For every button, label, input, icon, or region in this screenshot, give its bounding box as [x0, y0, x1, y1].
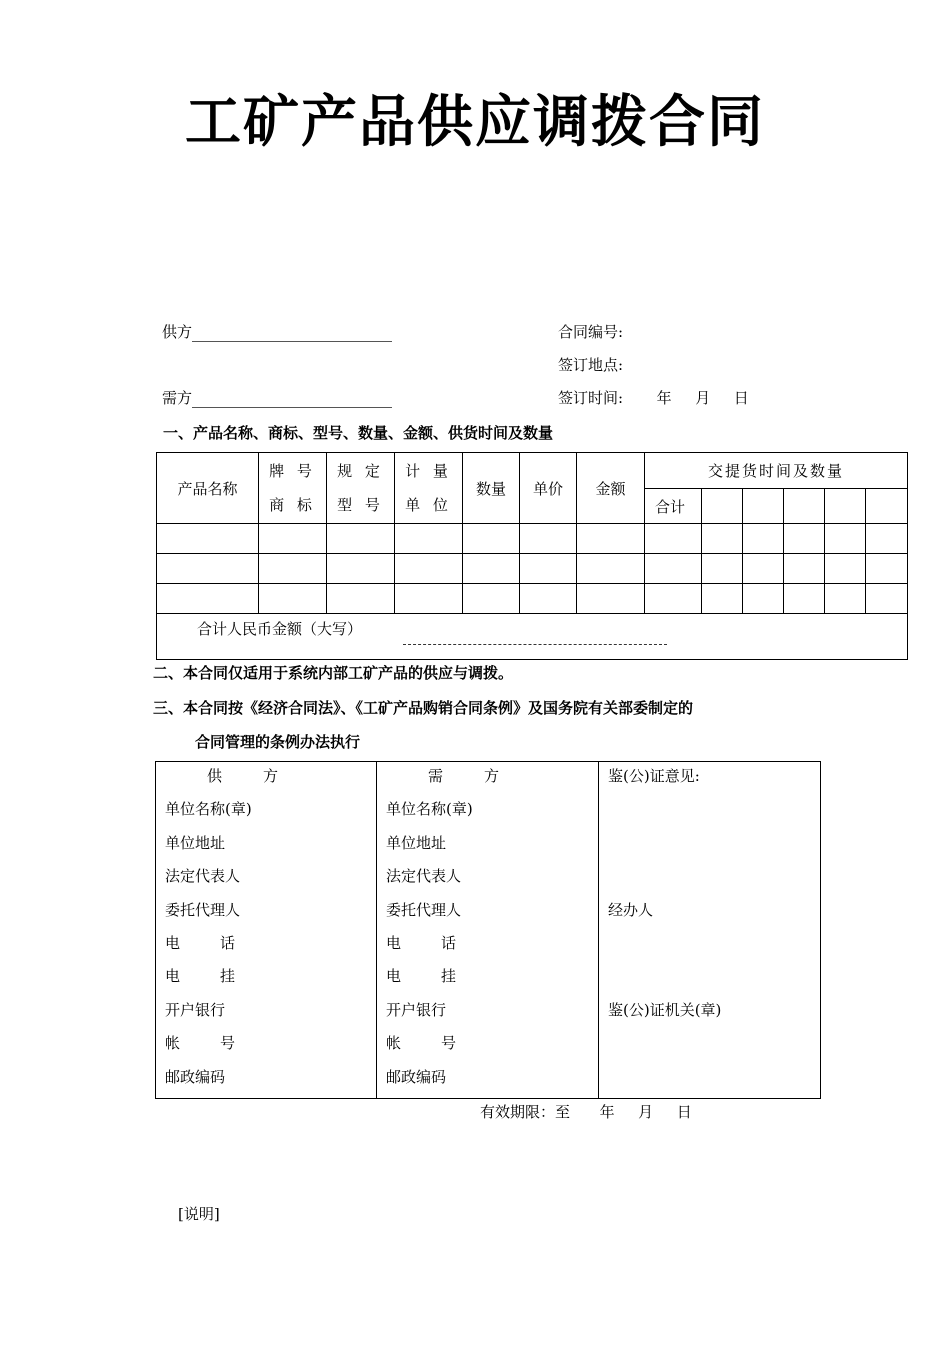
- col-delivery: 交提货时间及数量: [645, 453, 908, 489]
- buyer-telex: 电 挂: [386, 967, 457, 986]
- buyer-header: 需 方: [428, 767, 501, 785]
- note-label: [说明]: [178, 1205, 220, 1223]
- notary-authority: 鉴(公)证机关(章): [608, 1000, 722, 1019]
- total-rmb-label: 合计人民币金额（大写）: [197, 620, 363, 638]
- notary-opinion: 鉴(公)证意见:: [608, 767, 700, 785]
- buyer-address: 单位地址: [386, 833, 447, 852]
- sign-place-label: 签订地点:: [558, 356, 624, 374]
- supplier-postcode: 邮政编码: [165, 1067, 226, 1086]
- notary-column: [599, 762, 821, 1099]
- buyer-account: 帐 号: [386, 1034, 457, 1053]
- supplier-address: 单位地址: [165, 833, 226, 852]
- delivery-slot: [702, 489, 743, 524]
- supplier-blank: [192, 326, 392, 342]
- buyer-blank: [192, 392, 392, 408]
- supplier-unit-name: 单位名称(章): [165, 800, 252, 819]
- sign-time-month: 月: [695, 389, 711, 407]
- col-spec-bottom: 型 号: [337, 496, 384, 514]
- col-unit-bottom: 单 位: [405, 496, 452, 514]
- col-delivery-total: 合计: [645, 489, 702, 524]
- col-brand: [259, 453, 327, 524]
- supplier-header: 供 方: [207, 767, 280, 785]
- section-2-text: 二、本合同仅适用于系统内部工矿产品的供应与调拨。: [153, 664, 514, 682]
- total-rmb-row: [157, 614, 908, 660]
- col-unit-top: 计 量: [405, 462, 452, 480]
- page-title: 工矿产品供应调拨合同: [185, 90, 765, 155]
- supplier-account: 帐 号: [165, 1034, 236, 1053]
- buyer-field: [162, 388, 392, 408]
- validity-label: 有效期限：至: [480, 1103, 571, 1121]
- sign-time-day: 日: [733, 389, 749, 407]
- buyer-column: [377, 762, 599, 1099]
- supplier-bank: 开户银行: [165, 1000, 226, 1019]
- col-brand-top: 牌 号: [269, 462, 316, 480]
- supplier-phone: 电 话: [165, 933, 236, 952]
- product-table: [156, 452, 908, 660]
- sign-time-label: 签订时间:: [558, 389, 624, 407]
- supplier-telex: 电 挂: [165, 967, 236, 986]
- supplier-column: [156, 762, 377, 1099]
- buyer-bank: 开户银行: [386, 1000, 447, 1019]
- col-quantity: 数量: [463, 453, 520, 524]
- col-unit: [395, 453, 463, 524]
- table-row: [157, 524, 908, 554]
- col-brand-bottom: 商 标: [269, 496, 316, 514]
- section-3-line-1: 三、本合同按《经济合同法》、《工矿产品购销合同条例》及国务院有关部委制定的: [153, 699, 694, 717]
- validity-month: 月: [638, 1103, 654, 1121]
- supplier-field: [162, 322, 392, 342]
- buyer-label: 需方: [162, 389, 193, 407]
- contract-no-label: 合同编号:: [558, 323, 624, 341]
- notary-handler: 经办人: [608, 900, 654, 919]
- total-rmb-blank: [403, 644, 667, 645]
- delivery-slot: [866, 489, 908, 524]
- buyer-phone: 电 话: [386, 933, 457, 952]
- validity-period: [480, 1101, 692, 1122]
- supplier-label: 供方: [162, 323, 193, 341]
- table-row: [157, 584, 908, 614]
- col-unit-price: 单价: [520, 453, 577, 524]
- validity-year: 年: [599, 1103, 615, 1121]
- sign-time-year: 年: [656, 389, 672, 407]
- col-product-name: 产品名称: [157, 453, 259, 524]
- section-1-heading: 一、产品名称、商标、型号、数量、金额、供货时间及数量: [163, 424, 554, 442]
- delivery-slot: [743, 489, 784, 524]
- parties-table: [155, 761, 821, 1099]
- delivery-slot: [825, 489, 866, 524]
- supplier-agent: 委托代理人: [165, 900, 241, 919]
- section-3-line-2: 合同管理的条例办法执行: [195, 733, 361, 751]
- delivery-slot: [784, 489, 825, 524]
- col-spec: [327, 453, 395, 524]
- supplier-legal-rep: 法定代表人: [165, 867, 241, 886]
- table-row: [157, 554, 908, 584]
- buyer-unit-name: 单位名称(章): [386, 800, 473, 819]
- col-amount: 金额: [577, 453, 645, 524]
- validity-day: 日: [676, 1103, 692, 1121]
- sign-time-field: [558, 388, 749, 408]
- col-spec-top: 规 定: [337, 462, 384, 480]
- buyer-postcode: 邮政编码: [386, 1067, 447, 1086]
- buyer-legal-rep: 法定代表人: [386, 867, 462, 886]
- buyer-agent: 委托代理人: [386, 900, 462, 919]
